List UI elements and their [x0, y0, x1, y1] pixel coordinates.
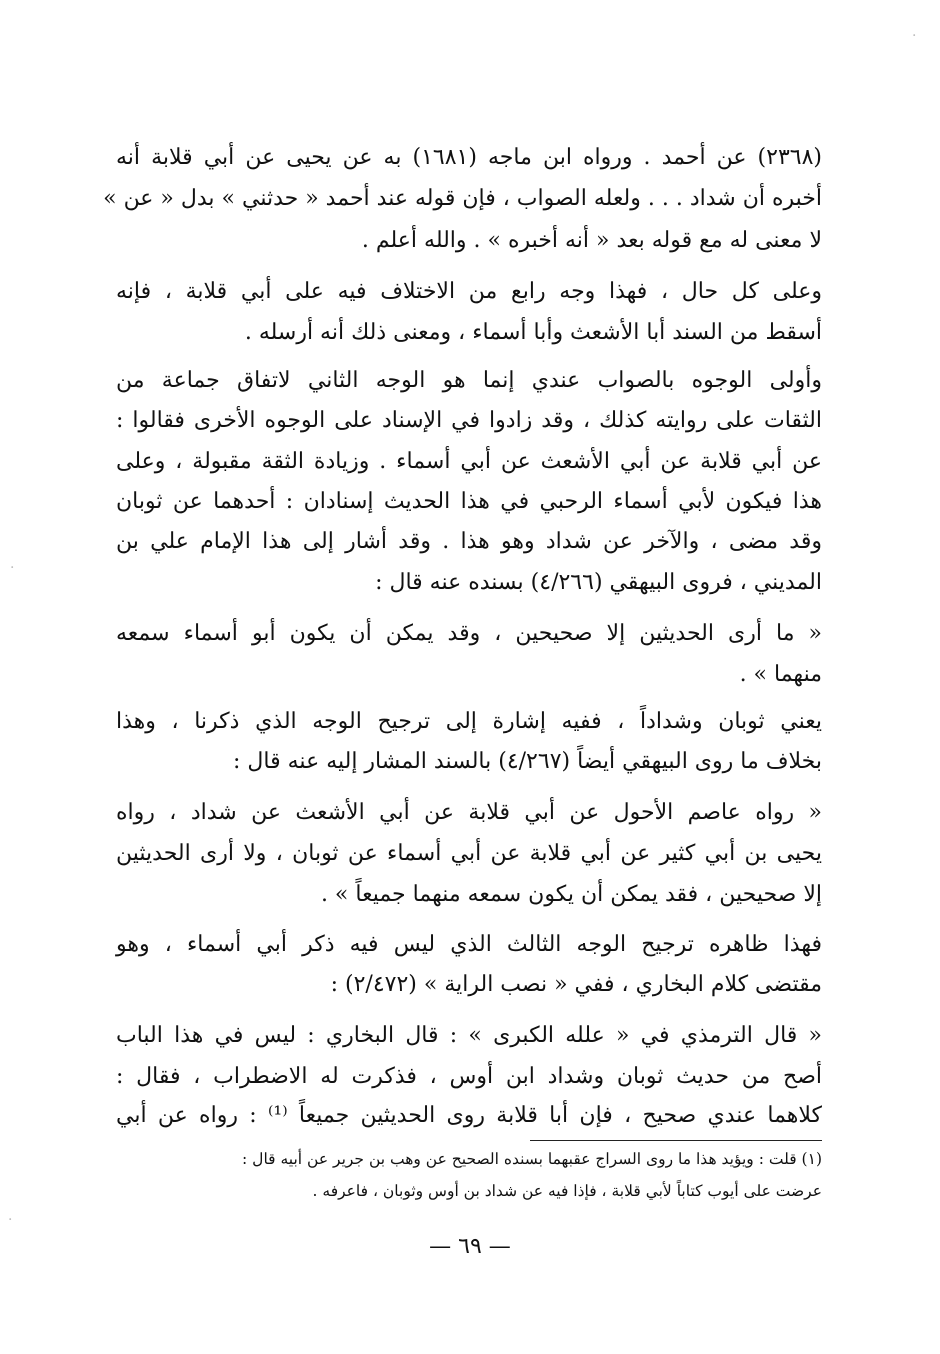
- text-line: يعني ثوبان وشداداً ، ففيه إشارة إلى ترجيح الوجه الذي ذكرنا ، وهذا: [116, 709, 822, 734]
- text-line: عن أبي قلابة عن أبي الأشعث عن أبي أسماء . وزيادة الثقة مقبولة ، وعلى: [116, 449, 822, 474]
- quote-line: « ما أرى الحديثين إلا صحيحين ، وقد يمكن أن يكون أبو أسماء سمعه: [116, 621, 822, 646]
- text-line: أخبره أن شداد . . . ولعله الصواب ، فإن قوله عند أحمد « حدثني » بدل « عن »: [103, 186, 822, 211]
- scan-speck: ·: [10, 560, 15, 576]
- quote-line: كلاهما عندي صحيح ، فإن أبا قلابة روى الحديثين جميعاً ⁽¹⁾ : رواه عن أبي: [116, 1103, 822, 1128]
- footnote-line: عرضت على أيوب كتاباً لأبي قلابة ، فإذا فيه عن شداد بن أوس وثوبان ، فاعرفه .: [312, 1182, 822, 1200]
- footnote-rule: [530, 1140, 822, 1141]
- text-line: مقتضى كلام البخاري ، ففي « نصب الراية » (٢/٤٧٢) :: [330, 972, 822, 997]
- text-line: هذا فيكون لأبي أسماء الرحبي في هذا الحديث إسنادان : أحدهما عن ثوبان: [116, 489, 822, 514]
- text-line: الثقات على روايته كذلك ، وقد زادوا في الإسناد على الوجوه الأخرى فقالوا :: [116, 408, 822, 433]
- text-line: وعلى كل حال ، فهذا وجه رابع من الاختلاف فيه على أبي قلابة ، فإنه: [116, 279, 822, 304]
- quote-line: أصح من حديث ثوبان وشداد ابن أوس ، فذكرت له الاضطراب ، فقال :: [116, 1064, 822, 1089]
- scan-speck: ·: [8, 1212, 13, 1228]
- text-line: وقد مضى ، والآخر عن شداد وهو هذا . وقد أشار إلى هذا الإمام علي بن: [116, 529, 822, 554]
- scan-speck: ·: [912, 28, 917, 44]
- quote-line: « رواه عاصم الأحول عن أبي قلابة عن أبي الأشعث عن شداد ، رواه: [116, 800, 822, 825]
- quote-line: يحيى بن أبي كثير عن أبي قلابة عن أبي أسماء عن ثوبان ، ولا أرى الحديثين: [116, 841, 822, 866]
- quote-line: إلا صحيحين ، فقد يمكن أن يكون سمعه منهما جميعاً » .: [320, 882, 822, 907]
- quote-line: منهما » .: [739, 662, 822, 687]
- quote-line: « قال الترمذي في « علله الكبرى » : قال البخاري : ليس في هذا الباب: [116, 1023, 822, 1048]
- text-line: بخلاف ما روى البيهقي أيضاً (٤/٢٦٧) بالسند المشار إليه عنه قال :: [233, 749, 822, 774]
- text-line: المديني ، فروى البيهقي (٤/٢٦٦) بسنده عنه قال :: [375, 570, 822, 595]
- text-line: فهذا ظاهره ترجيح الوجه الثالث الذي ليس فيه ذكر أبي أسماء ، وهو: [116, 932, 822, 957]
- footnote-line: (١) قلت : ويؤيد هذا ما روى السراج عقبهما بسنده الصحيح عن وهب بن جرير عن أبيه قال :: [242, 1150, 822, 1168]
- page-number: — ٦٩ —: [429, 1234, 511, 1259]
- text-line: لا معنى له مع قوله بعد « أنه أخبره » . والله أعلم .: [361, 228, 822, 253]
- text-line: وأولى الوجوه بالصواب عندي إنما هو الوجه الثاني لاتفاق جماعة من: [116, 368, 822, 393]
- text-line: (٢٣٦٨) عن أحمد . ورواه ابن ماجه (١٦٨١) به عن يحيى عن أبي قلابة أنه: [116, 145, 823, 170]
- text-line: أسقط من السند أبا الأشعث وأبا أسماء ، ومعنى ذلك أنه أرسله .: [244, 320, 822, 345]
